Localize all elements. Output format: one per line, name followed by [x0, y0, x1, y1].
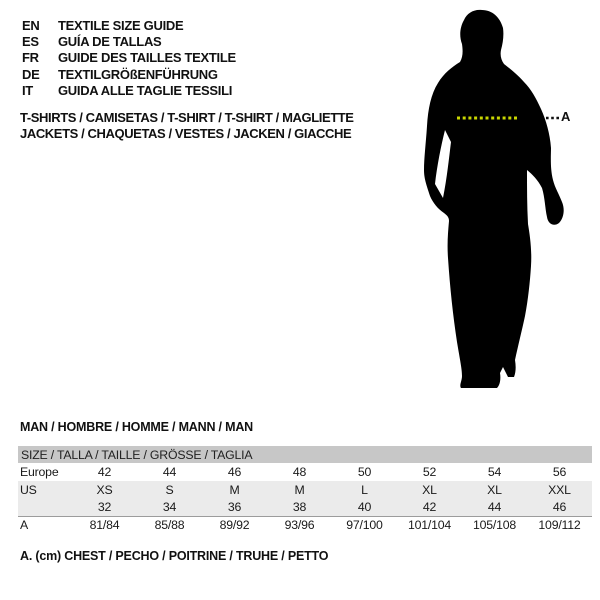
table-cell: XL	[487, 482, 502, 497]
table-cell: 93/96	[267, 516, 332, 534]
language-code: DE	[22, 66, 40, 82]
table-cell: M	[229, 482, 240, 497]
language-title: TEXTILGRÖßENFÜHRUNG	[58, 66, 218, 82]
table-row-us	[18, 481, 592, 499]
table-cell: 32	[97, 499, 112, 514]
language-code: ES	[22, 34, 39, 50]
language-code: FR	[22, 50, 39, 66]
row-label: Europe	[20, 464, 59, 479]
table-row-us-numeric	[18, 498, 592, 516]
man-silhouette-shape	[424, 10, 564, 388]
table-cell: M	[294, 482, 305, 497]
language-row	[22, 17, 236, 33]
language-row	[22, 33, 236, 49]
table-cell: 48	[292, 464, 307, 479]
size-table-header-row	[18, 446, 592, 463]
row-label: A	[18, 516, 72, 534]
language-row	[22, 83, 236, 99]
language-code: IT	[22, 83, 33, 99]
table-cell: XXL	[548, 482, 571, 497]
table-cell: 54	[487, 464, 502, 479]
table-cell: 44	[162, 464, 177, 479]
table-cell: 109/112	[527, 516, 592, 534]
measurement-footnote: A. (cm) CHEST / PECHO / POITRINE / TRUHE / PETTO	[20, 549, 329, 563]
table-cell: XL	[422, 482, 437, 497]
section-title-man: MAN / HOMBRE / HOMME / MANN / MAN	[20, 420, 253, 434]
table-cell: 46	[227, 464, 242, 479]
table-row-chest-cm	[18, 516, 592, 534]
table-cell: 97/100	[332, 516, 397, 534]
category-line-tshirts: T-SHIRTS / CAMISETAS / T-SHIRT / T-SHIRT / MAGLIETTE	[20, 110, 354, 125]
table-row-europe	[18, 463, 592, 481]
table-cell: 42	[422, 499, 437, 514]
table-cell: XS	[96, 482, 113, 497]
language-row	[22, 66, 236, 82]
size-table-header: SIZE / TALLA / TAILLE / GRÖSSE / TAGLIA	[21, 447, 253, 462]
language-code: EN	[22, 17, 40, 33]
man-silhouette-svg	[404, 6, 579, 392]
table-cell: L	[361, 482, 368, 497]
category-line-jackets: JACKETS / CHAQUETAS / VESTES / JACKEN / GIACCHE	[20, 125, 352, 141]
table-cell: 44	[487, 499, 502, 514]
language-title: GUIDE DES TAILLES TEXTILE	[58, 50, 236, 66]
language-title: TEXTILE SIZE GUIDE	[58, 17, 184, 33]
language-title: GUÍA DE TALLAS	[58, 34, 162, 50]
language-title: GUIDA ALLE TAGLIE TESSILI	[58, 83, 233, 99]
measure-label-a: A	[561, 109, 571, 124]
table-cell: 56	[552, 464, 567, 479]
table-cell: 42	[97, 464, 112, 479]
table-cell: 50	[357, 464, 372, 479]
row-label	[18, 498, 72, 516]
row-label: US	[20, 482, 37, 497]
table-cell: 36	[227, 499, 242, 514]
table-cell: 85/88	[137, 516, 202, 534]
garment-categories	[20, 110, 354, 141]
language-row	[22, 50, 236, 66]
table-cell: 105/108	[462, 516, 527, 534]
language-list	[22, 17, 236, 99]
table-cell: 46	[552, 499, 567, 514]
man-silhouette-figure	[404, 6, 579, 392]
table-cell: S	[165, 482, 174, 497]
size-table	[18, 446, 592, 534]
table-cell: 40	[357, 499, 372, 514]
table-cell: 38	[292, 499, 307, 514]
table-cell: 52	[422, 464, 437, 479]
table-cell: 101/104	[397, 516, 462, 534]
table-cell: 34	[162, 499, 177, 514]
table-cell: 81/84	[72, 516, 137, 534]
table-cell: 89/92	[202, 516, 267, 534]
